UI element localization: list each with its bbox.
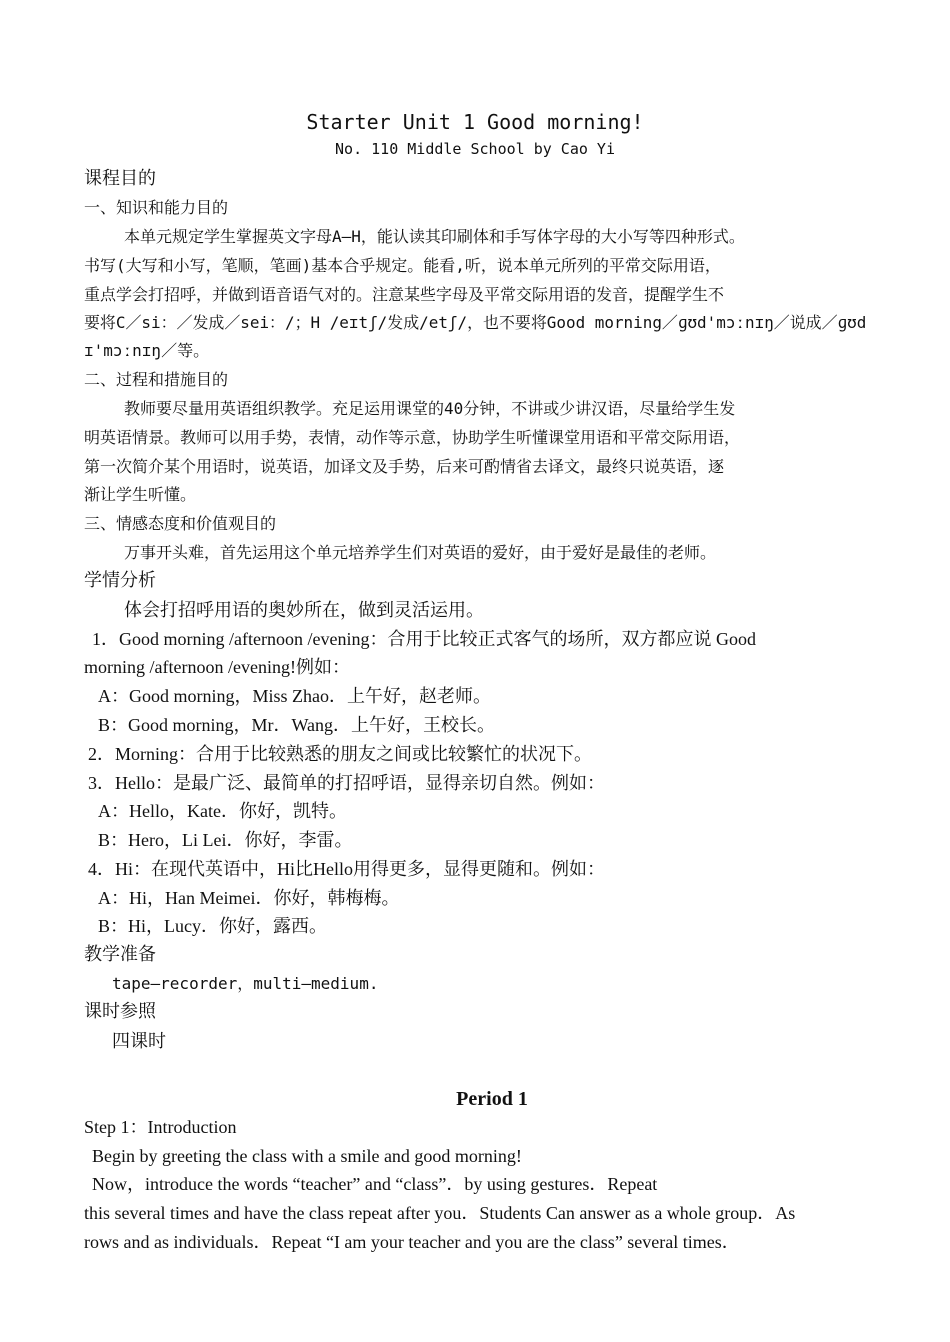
paragraph-line: 第一次简介某个用语时，说英语，加译文及手势，后来可酌情省去译文，最终只说英语，逐: [84, 457, 725, 476]
paragraph-line: rows and as individuals．Repeat “I am your teacher and you are the class” several times．: [84, 1232, 740, 1252]
section-heading-objectives: 课程目的: [84, 168, 156, 189]
document-title: Starter Unit 1 Good morning!: [306, 110, 644, 134]
section-heading-analysis: 学情分析: [84, 570, 156, 591]
objective-heading-knowledge: 一、知识和能力目的: [84, 198, 229, 217]
paragraph-line: Begin by greeting the class with a smile and good morning!: [92, 1146, 522, 1166]
paragraph-line: 渐让学生听懂。: [84, 485, 197, 504]
paragraph-line: 要将C／si：／发成／sei：/；H /eɪtʃ/发成/etʃ/，也不要将Good morning／ɡʊd'mɔːnɪŋ／说成／ɡʊd: [84, 313, 867, 332]
list-item: 3．Hello：是最广泛、最简单的打招呼语，显得亲切自然。例如：: [88, 773, 605, 793]
dialogue-line: B：Hero，Li Lei．你好，李雷。: [98, 830, 353, 850]
dialogue-line: A：Hi，Han Meimei．你好，韩梅梅。: [98, 888, 400, 908]
document-subtitle: No. 110 Middle School by Cao Yi: [335, 140, 615, 158]
dialogue-line: B：Good morning，Mr．Wang．上午好，王校长。: [98, 715, 496, 735]
paragraph-line: 教师要尽量用英语组织教学。充足运用课堂的40分钟，不讲或少讲汉语，尽量给学生发: [124, 399, 736, 418]
list-item: 2．Morning：合用于比较熟悉的朋友之间或比较繁忙的状况下。: [88, 744, 592, 764]
paragraph-line: 重点学会打招呼，并做到语音语气对的。注意某些字母及平常交际用语的发音，提醒学生不: [84, 285, 725, 304]
paragraph-line: this several times and have the class repeat after you．Students Can answer as a whole group．As: [84, 1203, 796, 1223]
preparation-text: tape—recorder，multi—medium.: [112, 974, 379, 993]
section-heading-preparation: 教学准备: [84, 944, 156, 965]
list-item: 1．Good morning /afternoon /evening：合用于比较正式客气的场所，双方都应说 Good: [92, 629, 756, 649]
paragraph-line: 书写(大写和小写，笔顺，笔画)基本合乎规定。能看,听，说本单元所列的平常交际用语，: [84, 256, 721, 275]
list-item: morning /afternoon /evening!例如：: [84, 657, 350, 677]
paragraph-line: ɪ'mɔːnɪŋ／等。: [84, 341, 210, 360]
list-item: 4．Hi：在现代英语中，Hi比Hello用得更多，显得更随和。例如：: [88, 859, 605, 879]
objective-heading-attitude: 三、情感态度和价值观目的: [84, 514, 277, 533]
dialogue-line: B：Hi，Lucy．你好，露西。: [98, 916, 327, 936]
dialogue-line: A：Hello，Kate．你好，凯特。: [98, 801, 347, 821]
paragraph-line: 本单元规定学生掌握英文字母A—H，能认读其印刷体和手写体字母的大小写等四种形式。: [124, 227, 745, 246]
dialogue-line: A：Good morning，Miss Zhao．上午好，赵老师。: [98, 686, 491, 706]
period-heading: Period 1: [456, 1088, 528, 1110]
step-heading: Step 1：Introduction: [84, 1117, 237, 1137]
paragraph-line: 体会打招呼用语的奥妙所在，做到灵活运用。: [124, 600, 484, 620]
paragraph-line: Now，introduce the words “teacher” and “class”．by using gestures．Repeat: [92, 1174, 658, 1194]
section-heading-periods: 课时参照: [84, 1001, 156, 1022]
objective-heading-process: 二、过程和措施目的: [84, 370, 229, 389]
paragraph-line: 明英语情景。教师可以用手势，表情，动作等示意，协助学生听懂课堂用语和平常交际用语，: [84, 428, 741, 447]
periods-text: 四课时: [112, 1031, 166, 1051]
paragraph-line: 万事开头难，首先运用这个单元培养学生们对英语的爱好，由于爱好是最佳的老师。: [124, 543, 717, 562]
